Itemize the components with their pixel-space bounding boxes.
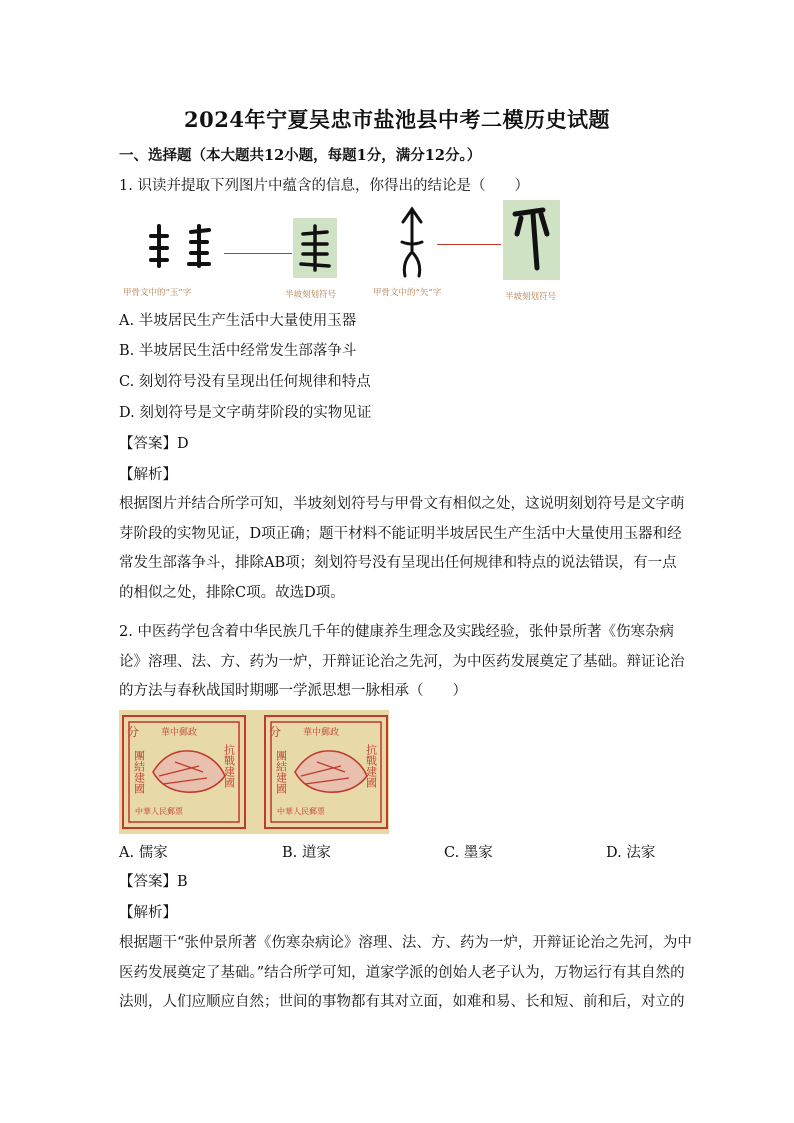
q1-option-c: C. 刻划符号没有呈现出任何规律和特点 xyxy=(119,374,371,390)
q2-analysis-line: 医药发展奠定了基础。”结合所学可知，道家学派的创始人老子认为，万物运行有其自然的 xyxy=(119,964,685,981)
q1-figure xyxy=(119,200,589,304)
stamp-left-right: 抗戰建國 xyxy=(222,744,236,788)
q1-analysis-line: 芽阶段的实物见证，D项正确；题干材料不能证明半坡居民生产生活中大量使用玉器和经 xyxy=(119,525,682,542)
q2-analysis-label: 【解析】 xyxy=(119,905,177,921)
q2-stem-line: 2. 中医药学包含着中华民族几千年的健康养生理念及实践经验，张仲景所著《伤寒杂病 xyxy=(119,624,674,640)
q1-analysis-line: 根据图片并结合所学可知，半坡刻划符号与甲骨文有相似之处，这说明刻划符号是文字萌 xyxy=(119,496,685,512)
q1-option-d: D. 刻划符号是文字萌芽阶段的实物见证 xyxy=(119,405,372,421)
q1-option-b: B. 半坡居民生活中经常发生部落争斗 xyxy=(119,343,357,359)
banpo-symbol-2 xyxy=(503,200,560,280)
stamp-right-bottom: 中華人民郵票 xyxy=(277,807,325,816)
banpo-symbol-1 xyxy=(293,218,337,278)
stamp-right-top: 華中郵政 xyxy=(303,728,340,738)
q1-stem: 1. 识读并提取下列图片中蕴含的信息，你得出的结论是（ ） xyxy=(119,178,529,194)
stamp-left-value: 分 xyxy=(127,725,140,739)
q2-stem xyxy=(119,618,685,707)
connector-line-1 xyxy=(224,253,292,254)
stamp-right-value: 分 xyxy=(269,725,282,739)
q2-analysis xyxy=(119,929,692,1018)
q1-answer: 【答案】D xyxy=(119,436,189,452)
q1-analysis-line: 常发生部落争斗，排除AB项；刻划符号没有呈现出任何规律和特点的说法错误，有一点 xyxy=(119,555,677,571)
q2-option-b: B. 道家 xyxy=(282,845,331,861)
q2-option-c: C. 墨家 xyxy=(444,845,493,861)
stamp-left-top: 華中郵政 xyxy=(161,728,198,738)
q2-stem-line: 的方法与春秋战国时期哪一学派思想一脉相承（ ） xyxy=(119,683,467,699)
caption-banpo-1: 半坡刻划符号 xyxy=(285,290,337,300)
q2-stamps-image xyxy=(119,710,389,834)
q2-option-d: D. 法家 xyxy=(606,845,656,861)
page-title: 2024年宁夏吴忠市盐池县中考二模历史试题 xyxy=(184,107,610,132)
q2-stem-line: 论》溶理、法、方、药为一炉，开辩证论治之先河，为中医药发展奠定了基础。辩证论治 xyxy=(119,653,685,670)
oracle-jade-glyph xyxy=(149,220,219,270)
caption-oracle-jade: 甲骨文中的“玉”字 xyxy=(123,288,192,298)
q2-answer: 【答案】B xyxy=(119,874,188,890)
q2-option-a: A. 儒家 xyxy=(119,845,168,861)
q1-option-a: A. 半坡居民生产生活中大量使用玉器 xyxy=(119,313,357,329)
oracle-arrow-glyph xyxy=(397,206,427,280)
q1-analysis xyxy=(119,490,685,608)
caption-oracle-arrow: 甲骨文中的“矢”字 xyxy=(373,288,442,298)
connector-line-2 xyxy=(437,244,501,245)
stamp-left-side: 團結建國 xyxy=(132,750,146,794)
stamp-right-right: 抗戰建國 xyxy=(364,744,378,788)
q2-analysis-line: 法则，人们应顺应自然；世间的事物都有其对立面，如难和易、长和短、前和后，对立的 xyxy=(119,994,685,1010)
caption-banpo-2: 半坡刻划符号 xyxy=(505,292,557,302)
q1-analysis-line: 的相似之处，排除C项。故选D项。 xyxy=(119,584,345,601)
section-heading: 一、选择题（本大题共12小题，每题1分，满分12分。） xyxy=(119,147,482,164)
q1-analysis-label: 【解析】 xyxy=(119,467,177,483)
stamp-right-side: 團結建國 xyxy=(274,750,288,794)
q2-analysis-line: 根据题干“张仲景所著《伤寒杂病论》溶理、法、方、药为一炉，开辩证论治之先河，为中 xyxy=(119,935,692,951)
stamp-left-bottom: 中華人民郵票 xyxy=(135,807,183,816)
